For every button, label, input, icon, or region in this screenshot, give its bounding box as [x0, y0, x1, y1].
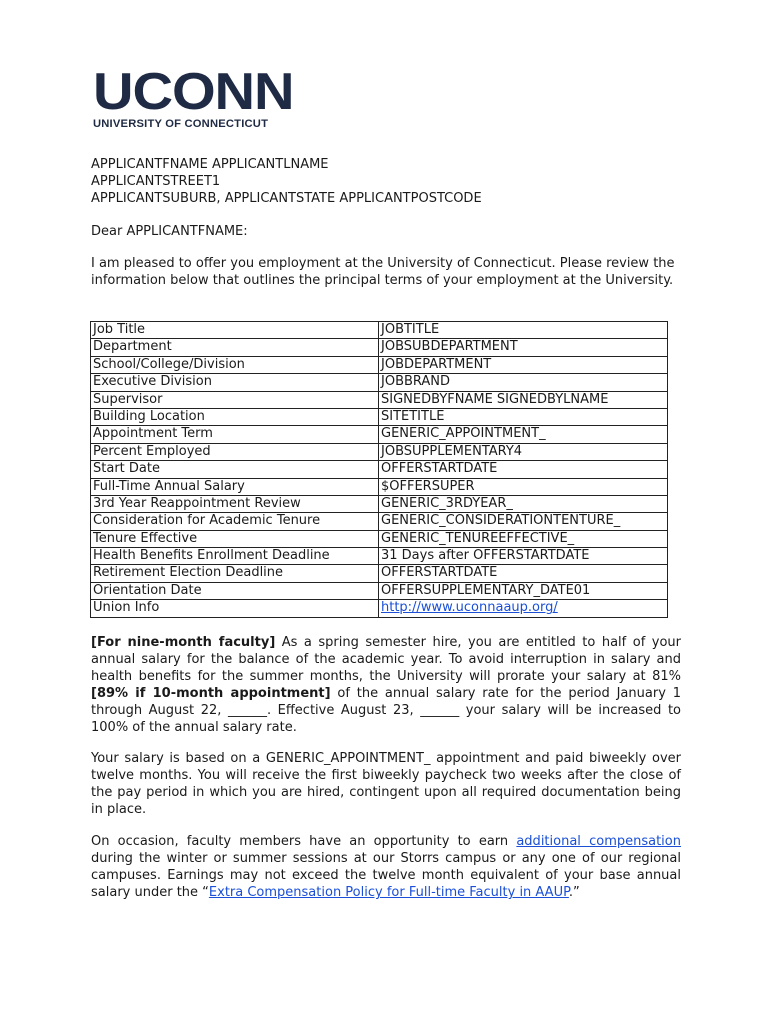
term-value: 31 Days after OFFERSTARTDATE [379, 548, 668, 565]
term-value [379, 600, 668, 617]
term-label: Supervisor [91, 391, 379, 408]
terms-row [91, 495, 668, 512]
term-label: Orientation Date [91, 582, 379, 599]
terms-row [91, 530, 668, 547]
term-label: Job Title [91, 322, 379, 339]
terms-row [91, 322, 668, 339]
salary-paragraph: Your salary is based on a GENERIC_APPOINTMENT_ appointment and paid biweekly over twelve months. You will receive the first biweekly paycheck two weeks after the close of the pay period in which you are hired, contingent upon all required documentation being in place. [91, 751, 681, 817]
term-label: Full-Time Annual Salary [91, 478, 379, 495]
terms-row [91, 426, 668, 443]
term-value: GENERIC_3RDYEAR_ [379, 495, 668, 512]
term-value: GENERIC_CONSIDERATIONTENTURE_ [379, 513, 668, 530]
term-label: Department [91, 339, 379, 356]
term-label: Appointment Term [91, 426, 379, 443]
term-value: JOBBRAND [379, 374, 668, 391]
term-label: Consideration for Academic Tenure [91, 513, 379, 530]
para1-text-1: As a spring semester hire, you are entitled to half of your annual salary for the balance of the academic year. To avoid interruption in salary and health benefits for the summer months, the University will prorate your salary at 81% [91, 635, 681, 684]
logo-wordmark: UCONN [93, 63, 294, 121]
address-line-2: APPLICANTSTREET1 [91, 174, 221, 189]
compensation-paragraph [91, 833, 681, 901]
uconn-logo [93, 63, 294, 130]
address-line-3: APPLICANTSUBURB, APPLICANTSTATE APPLICANTPOSTCODE [91, 191, 482, 206]
recipient-address [91, 156, 681, 207]
terms-row [91, 391, 668, 408]
terms-row [91, 513, 668, 530]
salutation: Dear APPLICANTFNAME: [91, 224, 248, 239]
term-label: Retirement Election Deadline [91, 565, 379, 582]
para3-text-1: On occasion, faculty members have an opportunity to earn [91, 834, 517, 849]
para3-text-3: .” [568, 885, 580, 900]
term-value: OFFERSUPPLEMENTARY_DATE01 [379, 582, 668, 599]
additional-compensation-link[interactable]: additional compensation [516, 834, 681, 849]
term-value: JOBSUPPLEMENTARY4 [379, 443, 668, 460]
term-label: Health Benefits Enrollment Deadline [91, 548, 379, 565]
term-label: Building Location [91, 408, 379, 425]
para1-text-2: of the annual salary rate for the period January 1 through August 22, ______. Effective August 23, ______ your salary will be increased to 100% of the annual salary rate. [91, 686, 681, 735]
term-value: OFFERSTARTDATE [379, 461, 668, 478]
term-value: OFFERSTARTDATE [379, 565, 668, 582]
logo-subtitle: UNIVERSITY OF CONNECTICUT [93, 118, 269, 130]
term-value: SIGNEDBYFNAME SIGNEDBYLNAME [379, 391, 668, 408]
terms-row [91, 565, 668, 582]
term-label: Start Date [91, 461, 379, 478]
term-value: JOBSUBDEPARTMENT [379, 339, 668, 356]
ten-month-note: [89% if 10-month appointment] [91, 686, 331, 701]
employment-terms-table [90, 321, 668, 618]
nine-month-heading: [For nine-month faculty] [91, 635, 276, 650]
nine-month-faculty-paragraph [91, 634, 681, 736]
term-value: JOBTITLE [379, 322, 668, 339]
union-info-link[interactable]: http://www.uconnaaup.org/ [381, 600, 558, 616]
terms-row [91, 600, 668, 617]
term-label: Percent Employed [91, 443, 379, 460]
terms-row [91, 408, 668, 425]
address-line-1: APPLICANTFNAME APPLICANTLNAME [91, 157, 329, 172]
para3-text-2: during the winter or summer sessions at our Storrs campus or any one of our regional campuses. Earnings may not exceed the twelve month equivalent of your base annual salary under the “ [91, 851, 681, 900]
terms-row [91, 443, 668, 460]
terms-row [91, 548, 668, 565]
term-value: SITETITLE [379, 408, 668, 425]
term-value: GENERIC_APPOINTMENT_ [379, 426, 668, 443]
terms-row [91, 339, 668, 356]
term-label: 3rd Year Reappointment Review [91, 495, 379, 512]
term-label: School/College/Division [91, 356, 379, 373]
terms-row [91, 478, 668, 495]
term-label: Tenure Effective [91, 530, 379, 547]
term-value: JOBDEPARTMENT [379, 356, 668, 373]
term-label: Union Info [91, 600, 379, 617]
extra-compensation-policy-link[interactable]: Extra Compensation Policy for Full-time Faculty in AAUP [208, 885, 569, 900]
term-label: Executive Division [91, 374, 379, 391]
intro-paragraph: I am pleased to offer you employment at the University of Connecticut. Please review the information below that outlines the principal terms of your employment at the University. [91, 256, 675, 288]
term-value: GENERIC_TENUREEFFECTIVE_ [379, 530, 668, 547]
terms-row [91, 461, 668, 478]
terms-row [91, 356, 668, 373]
terms-row [91, 582, 668, 599]
term-value: $OFFERSUPER [379, 478, 668, 495]
terms-row [91, 374, 668, 391]
